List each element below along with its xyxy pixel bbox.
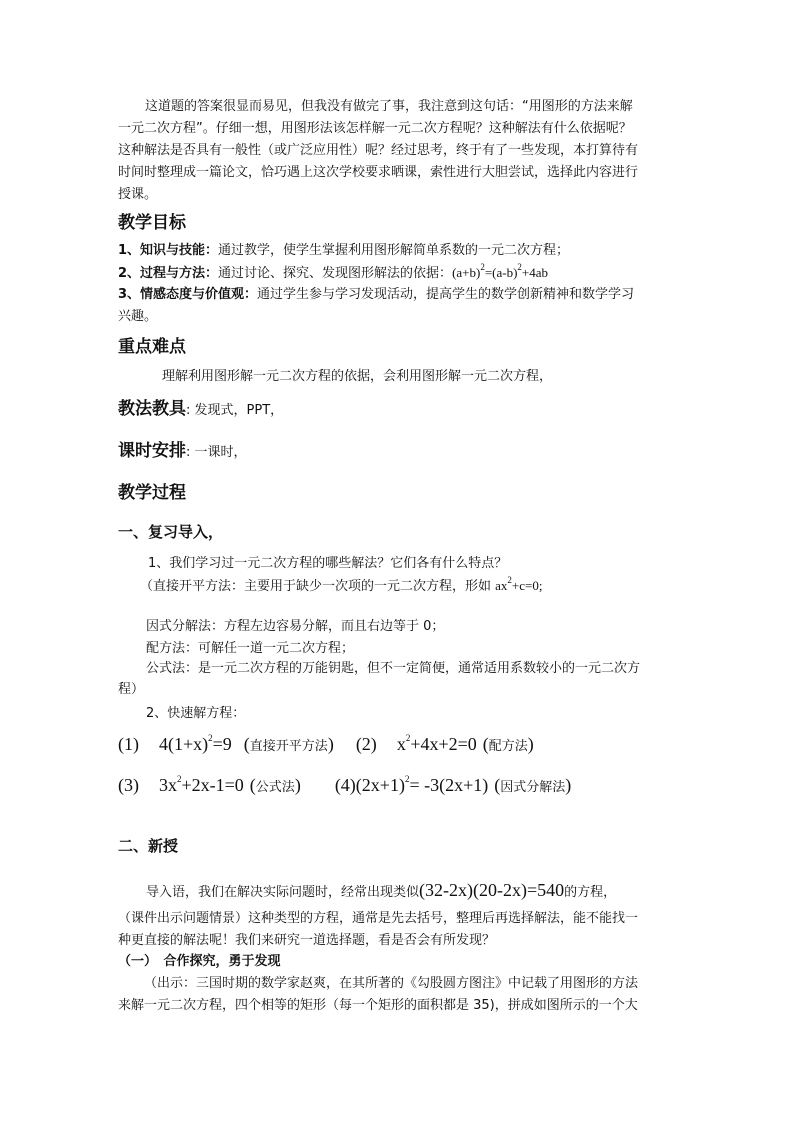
intro-line-2: 一元二次方程”。仔细一想，用图形法该怎样解一元二次方程呢？这种解法有什么依据呢？ — [118, 121, 632, 136]
newlesson-p5: 来解一元二次方程，四个相等的矩形（每一个矩形的面积都是 35)，拼成如图所示的一个大 — [118, 998, 638, 1013]
eq3-tag-close: ) — [294, 775, 301, 795]
eq3-sup: 2 — [177, 774, 182, 784]
method-line — [118, 398, 283, 420]
goal-2-sup-a: 2 — [480, 261, 485, 272]
goal-2-sup-b: 2 — [517, 261, 522, 272]
goal-2-label: 2、过程与方法： — [118, 266, 219, 281]
goal-2 — [118, 261, 549, 283]
eq1-expr-a: 4(1+x) — [159, 734, 209, 754]
goals-heading: 教学目标 — [118, 213, 186, 233]
eq4-tag: 因式分解法 — [500, 780, 566, 795]
eq3-tag-open: ( — [249, 775, 256, 795]
key-heading: 重点难点 — [118, 337, 186, 357]
goal-3-cont: 兴趣。 — [118, 309, 158, 324]
eq2-number: (2) — [355, 734, 377, 754]
goal-1-label: 1、知识与技能： — [118, 243, 219, 258]
method-heading: 教法教具 — [118, 399, 186, 419]
schedule-heading: 课时安排 — [118, 441, 186, 461]
eq4-tag-open: ( — [494, 775, 501, 795]
newlesson-p2: （课件出示问题情景）这种类型的方程，通常是先去括号，整理后再选择解法，能不能找一 — [118, 911, 639, 926]
eq2-tag: 配方法 — [488, 739, 528, 754]
goal-1 — [118, 242, 569, 260]
eq4-expr-a: (4)(2x+1) — [334, 775, 405, 795]
goal-2-formula-c: +4ab — [521, 265, 549, 280]
review-d1-formula-a: ax — [495, 578, 508, 593]
intro-line-4: 时间时整理成一篇论文，恰巧遇上这次学校要求晒课，索性进行大胆尝试，选择此内容进行 — [118, 165, 639, 180]
review-d1-sup: 2 — [507, 574, 512, 585]
newlesson-p1-text-a: 导入语，我们在解决实际问题时，经常出现类似 — [146, 885, 420, 900]
equation-row-2 — [118, 773, 571, 800]
eq2-sup: 2 — [405, 733, 411, 743]
review-q1: 1、我们学习过一元二次方程的哪些解法？它们各有什么特点？ — [148, 556, 508, 571]
newlesson-p1 — [146, 878, 616, 902]
goal-3 — [118, 286, 634, 304]
review-d4: 公式法：是一元二次方程的万能钥匙，但不一定简便，通常适用系数较小的一元二次方 — [146, 661, 641, 676]
goal-3-text: 通过学生参与学习发现活动，提高学生的数学创新精神和数学学习 — [257, 287, 635, 302]
eq1-expr-b: =9 — [212, 734, 232, 754]
goal-3-label: 3、情感态度与价值观： — [118, 287, 258, 302]
schedule-text: : 一课时， — [186, 445, 247, 460]
eq3-expr-a: 3x — [159, 775, 177, 795]
eq2-tag-close: ) — [527, 734, 534, 754]
review-q2: 2、快速解方程： — [146, 706, 246, 721]
eq2-expr-b: +4x+2=0 — [410, 734, 477, 754]
intro-line-3: 这种解法是否具有一般性（或广泛应用性）呢？经过思考，终于有了一些发现，本打算待有 — [118, 143, 639, 158]
eq1-tag-open: ( — [243, 734, 250, 754]
process-heading: 教学过程 — [118, 483, 186, 503]
intro-line-5: 授课。 — [118, 187, 158, 202]
eq4-tag-close: ) — [565, 775, 572, 795]
newlesson-p1-equation: (32-2x)(20-2x)=540 — [419, 880, 565, 900]
newlesson-heading: 二、新授 — [118, 837, 179, 855]
eq2-expr-a: x — [396, 734, 406, 754]
newlesson-p3: 种更直接的解法呢！我们来研究一道选择题，看是否会有所发现？ — [118, 933, 496, 948]
review-d4-cont: 程） — [118, 682, 145, 697]
goal-2-formula-a: (a+b) — [452, 265, 481, 280]
newlesson-p1-text-b: 的方程， — [564, 885, 617, 900]
eq2-tag-open: ( — [482, 734, 489, 754]
eq3-expr-b: +2x-1=0 — [181, 775, 244, 795]
method-text: : 发现式，PPT， — [186, 403, 284, 418]
goal-1-text: 通过教学，使学生掌握利用图形解简单系数的一元二次方程； — [218, 243, 570, 258]
eq1-sup: 2 — [208, 733, 213, 743]
key-text: 理解利用图形解一元二次方程的依据，会利用图形解一元二次方程， — [162, 369, 553, 384]
eq4-sup: 2 — [404, 774, 410, 784]
review-d1-formula-b: +c=0; — [511, 578, 543, 593]
review-heading: 一、复习导入， — [118, 523, 224, 541]
newlesson-sub1: （一） 合作探究，勇于发现 — [118, 954, 281, 969]
newlesson-p4: （出示：三国时期的数学家赵爽，在其所著的《勾股圆方图注》中记载了用图形的方法 — [144, 976, 639, 991]
review-d2: 因式分解法：方程左边容易分解，而且右边等于 0； — [146, 619, 445, 634]
goal-2-formula-b: =(a-b) — [484, 265, 518, 280]
eq1-number: (1) — [118, 734, 139, 754]
review-d1-text: （直接开平方法：主要用于缺少一次项的一元二次方程，形如 — [140, 579, 496, 594]
eq3-tag: 公式法 — [255, 780, 295, 795]
eq1-tag: 直接开平方法 — [249, 739, 328, 754]
eq4-expr-b: = -3(2x+1) — [409, 775, 489, 795]
intro-line-1: 这道题的答案很显而易见，但我没有做完了事，我注意到这句话：“用图形的方法来解 — [145, 99, 633, 114]
eq1-tag-close: ) — [327, 734, 334, 754]
eq3-number: (3) — [118, 775, 139, 795]
goal-2-text: 通过讨论、探究、发现图形解法的依据： — [218, 266, 453, 281]
review-d1 — [140, 574, 543, 596]
equation-row-1 — [118, 732, 534, 759]
review-d3: 配方法：可解任一道一元二次方程； — [146, 641, 355, 656]
schedule-line — [118, 440, 247, 462]
